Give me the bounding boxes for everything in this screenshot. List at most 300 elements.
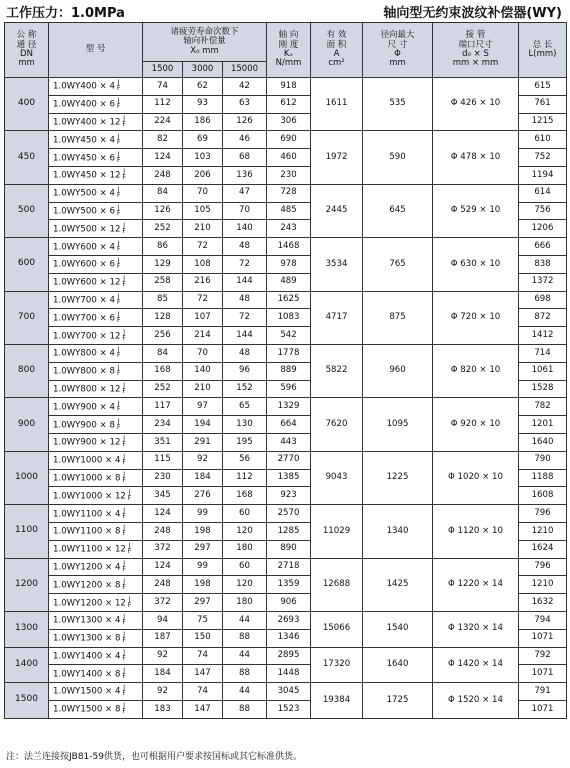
area-cell: 2445 [311, 184, 363, 237]
stiffness-cell: 306 [267, 113, 311, 131]
pipe-size-cell: Φ 630 × 10 [433, 238, 519, 291]
disp-1500-cell: 345 [143, 487, 183, 505]
disp-3000-cell: 198 [183, 522, 223, 540]
header-model: 型 号 [49, 23, 143, 78]
disp-1500-cell: 115 [143, 451, 183, 469]
dn-cell: 500 [5, 184, 49, 237]
disp-15000-cell: 68 [223, 149, 267, 167]
jf-j: J [117, 97, 120, 105]
jf-f: F [122, 334, 126, 342]
jf-f: F [122, 120, 126, 128]
disp-3000-cell: 184 [183, 469, 223, 487]
disp-1500-cell: 248 [143, 166, 183, 184]
disp-1500-cell: 124 [143, 149, 183, 167]
table-title: 轴向型无约束波纹补偿器(WY) [383, 6, 562, 21]
jf-j: J [123, 684, 126, 692]
connection-type-mark [122, 454, 125, 466]
disp-3000-cell: 108 [183, 255, 223, 273]
stiffness-cell: 2570 [267, 505, 311, 523]
length-cell: 1061 [519, 362, 567, 380]
disp-3000-cell: 297 [183, 540, 223, 558]
connection-type-mark [122, 472, 125, 484]
length-cell: 1210 [519, 576, 567, 594]
jf-f: F [122, 583, 126, 591]
stiffness-cell: 890 [267, 540, 311, 558]
model-label: 1.0WY1100 × 4 [53, 509, 121, 520]
length-cell: 698 [519, 291, 567, 309]
model-cell [49, 398, 143, 416]
jf-f: F [122, 387, 126, 395]
disp-1500-cell: 252 [143, 220, 183, 238]
connection-type-mark [128, 490, 131, 502]
jf-j: J [117, 239, 120, 247]
pipe-size-cell: Φ 529 × 10 [433, 184, 519, 237]
stiffness-cell: 485 [267, 202, 311, 220]
disp-1500-cell: 112 [143, 95, 183, 113]
disp-3000-cell: 75 [183, 611, 223, 629]
table-row [5, 78, 567, 96]
connection-type-mark [117, 134, 120, 146]
jf-f: F [127, 601, 132, 609]
model-label: 1.0WY600 × 4 [53, 242, 115, 253]
connection-type-mark [122, 579, 125, 591]
jf-f: F [122, 476, 126, 484]
model-cell [49, 611, 143, 629]
jf-f: F [122, 227, 126, 235]
pipe-size-cell: Φ 1120 × 10 [433, 505, 519, 558]
area-cell: 3534 [311, 238, 363, 291]
disp-3000-cell: 214 [183, 327, 223, 345]
model-cell [49, 700, 143, 718]
disp-3000-cell: 72 [183, 291, 223, 309]
jf-j: J [117, 79, 120, 87]
model-cell [49, 647, 143, 665]
length-cell: 714 [519, 344, 567, 362]
connection-type-mark [117, 187, 120, 199]
model-cell [49, 594, 143, 612]
table-row [5, 184, 567, 202]
disp-1500-cell: 92 [143, 683, 183, 701]
stiffness-cell: 612 [267, 95, 311, 113]
disp-3000-cell: 291 [183, 433, 223, 451]
connection-type-mark [117, 98, 120, 110]
model-label: 1.0WY500 × 6 [53, 206, 115, 217]
jf-f: F [122, 708, 126, 716]
disp-15000-cell: 46 [223, 131, 267, 149]
disp-15000-cell: 195 [223, 433, 267, 451]
pipe-size-cell: Φ 920 × 10 [433, 398, 519, 451]
stiffness-cell: 1625 [267, 291, 311, 309]
outer-diameter-cell: 590 [363, 131, 433, 184]
model-label: 1.0WY450 × 12 [53, 170, 121, 181]
stiffness-cell: 230 [267, 166, 311, 184]
header-stiffness: 轴 向 刚 度 Kₓ N/mm [267, 23, 311, 78]
area-cell: 15066 [311, 611, 363, 647]
model-label: 1.0WY1000 × 12 [53, 491, 126, 502]
stiffness-cell: 1468 [267, 238, 311, 256]
table-row [5, 683, 567, 701]
disp-3000-cell: 140 [183, 362, 223, 380]
outer-diameter-cell: 1095 [363, 398, 433, 451]
jf-j: J [123, 559, 126, 567]
disp-15000-cell: 72 [223, 255, 267, 273]
connection-type-mark [122, 169, 125, 181]
disp-15000-cell: 44 [223, 611, 267, 629]
connection-type-mark [117, 419, 120, 431]
pipe-size-cell: Φ 720 × 10 [433, 291, 519, 344]
dn-cell: 900 [5, 398, 49, 451]
table-row [5, 505, 567, 523]
disp-1500-cell: 256 [143, 327, 183, 345]
disp-15000-cell: 48 [223, 238, 267, 256]
disp-1500-cell: 248 [143, 522, 183, 540]
connection-type-mark [122, 650, 125, 662]
model-label: 1.0WY1000 × 4 [53, 455, 121, 466]
stiffness-cell: 443 [267, 433, 311, 451]
model-label: 1.0WY700 × 12 [53, 331, 121, 342]
header-cycles-1500: 1500 [143, 62, 183, 78]
disp-15000-cell: 88 [223, 629, 267, 647]
connection-type-mark [122, 685, 125, 697]
jf-f: F [116, 316, 121, 324]
dn-cell: 700 [5, 291, 49, 344]
disp-3000-cell: 72 [183, 238, 223, 256]
model-label: 1.0WY900 × 8 [53, 420, 115, 431]
jf-f: F [116, 138, 121, 146]
connection-type-mark [122, 223, 125, 235]
disp-1500-cell: 92 [143, 647, 183, 665]
disp-3000-cell: 97 [183, 398, 223, 416]
disp-15000-cell: 42 [223, 78, 267, 96]
disp-1500-cell: 184 [143, 665, 183, 683]
header-dn: 公 称 通 径 DN mm [5, 23, 49, 78]
connection-type-mark [122, 116, 125, 128]
stiffness-cell: 1346 [267, 629, 311, 647]
disp-1500-cell: 126 [143, 202, 183, 220]
table-row [5, 398, 567, 416]
disp-3000-cell: 69 [183, 131, 223, 149]
model-cell [49, 309, 143, 327]
model-label: 1.0WY600 × 6 [53, 259, 115, 270]
model-label: 1.0WY600 × 12 [53, 277, 121, 288]
disp-1500-cell: 252 [143, 380, 183, 398]
connection-type-mark [117, 258, 120, 270]
dn-cell: 1100 [5, 505, 49, 558]
model-cell [49, 202, 143, 220]
model-cell [49, 380, 143, 398]
jf-j: J [123, 470, 126, 478]
pipe-size-cell: Φ 426 × 10 [433, 78, 519, 131]
model-cell [49, 149, 143, 167]
table-row [5, 611, 567, 629]
pipe-size-cell: Φ 1220 × 14 [433, 558, 519, 611]
disp-1500-cell: 86 [143, 238, 183, 256]
table-row [5, 238, 567, 256]
disp-1500-cell: 124 [143, 558, 183, 576]
jf-j: J [128, 488, 131, 496]
spec-table-body [5, 78, 567, 719]
disp-1500-cell: 128 [143, 309, 183, 327]
model-cell [49, 362, 143, 380]
model-cell [49, 273, 143, 291]
jf-j: J [128, 542, 131, 550]
disp-15000-cell: 126 [223, 113, 267, 131]
connection-type-mark [128, 597, 131, 609]
model-label: 1.0WY900 × 4 [53, 402, 115, 413]
model-cell [49, 291, 143, 309]
model-cell [49, 344, 143, 362]
disp-15000-cell: 88 [223, 665, 267, 683]
jf-j: J [123, 613, 126, 621]
length-cell: 1210 [519, 522, 567, 540]
connection-type-mark [117, 365, 120, 377]
disp-3000-cell: 147 [183, 665, 223, 683]
length-cell: 838 [519, 255, 567, 273]
length-cell: 1201 [519, 416, 567, 434]
length-cell: 1071 [519, 629, 567, 647]
length-cell: 1632 [519, 594, 567, 612]
disp-15000-cell: 144 [223, 327, 267, 345]
length-cell: 1528 [519, 380, 567, 398]
disp-15000-cell: 47 [223, 184, 267, 202]
stiffness-cell: 1385 [267, 469, 311, 487]
header-area: 有 效 面 积 A cm² [311, 23, 363, 78]
model-cell [49, 166, 143, 184]
connection-type-mark [117, 241, 120, 253]
disp-3000-cell: 297 [183, 594, 223, 612]
disp-3000-cell: 216 [183, 273, 223, 291]
model-cell [49, 522, 143, 540]
jf-j: J [117, 310, 120, 318]
table-row [5, 647, 567, 665]
disp-3000-cell: 150 [183, 629, 223, 647]
length-cell: 1640 [519, 433, 567, 451]
dn-cell: 1300 [5, 611, 49, 647]
model-label: 1.0WY400 × 12 [53, 117, 121, 128]
jf-j: J [123, 666, 126, 674]
pipe-size-cell: Φ 820 × 10 [433, 344, 519, 397]
stiffness-cell: 1285 [267, 522, 311, 540]
model-cell [49, 629, 143, 647]
length-cell: 872 [519, 309, 567, 327]
disp-1500-cell: 84 [143, 184, 183, 202]
length-cell: 1206 [519, 220, 567, 238]
jf-j: J [117, 292, 120, 300]
disp-15000-cell: 130 [223, 416, 267, 434]
connection-type-mark [117, 401, 120, 413]
model-cell [49, 576, 143, 594]
jf-f: F [116, 298, 121, 306]
disp-15000-cell: 144 [223, 273, 267, 291]
disp-3000-cell: 105 [183, 202, 223, 220]
connection-type-mark [122, 668, 125, 680]
jf-f: F [127, 494, 132, 502]
length-cell: 1372 [519, 273, 567, 291]
jf-f: F [116, 370, 121, 378]
length-cell: 792 [519, 647, 567, 665]
disp-3000-cell: 92 [183, 451, 223, 469]
disp-3000-cell: 210 [183, 220, 223, 238]
stiffness-cell: 2718 [267, 558, 311, 576]
model-label: 1.0WY1400 × 8 [53, 669, 121, 680]
disp-3000-cell: 276 [183, 487, 223, 505]
disp-1500-cell: 74 [143, 78, 183, 96]
header-length: 总 长 L(mm) [519, 23, 567, 78]
disp-15000-cell: 88 [223, 700, 267, 718]
disp-15000-cell: 60 [223, 505, 267, 523]
disp-3000-cell: 62 [183, 78, 223, 96]
stiffness-cell: 489 [267, 273, 311, 291]
outer-diameter-cell: 960 [363, 344, 433, 397]
model-cell [49, 131, 143, 149]
disp-15000-cell: 180 [223, 594, 267, 612]
disp-3000-cell: 147 [183, 700, 223, 718]
model-label: 1.0WY1300 × 4 [53, 615, 121, 626]
model-label: 1.0WY700 × 4 [53, 295, 115, 306]
jf-j: J [123, 453, 126, 461]
model-label: 1.0WY500 × 12 [53, 224, 121, 235]
dn-cell: 400 [5, 78, 49, 131]
stiffness-cell: 664 [267, 416, 311, 434]
jf-f: F [116, 405, 121, 413]
jf-f: F [122, 654, 126, 662]
outer-diameter-cell: 1340 [363, 505, 433, 558]
jf-f: F [122, 441, 126, 449]
connection-type-mark [122, 276, 125, 288]
dn-cell: 1200 [5, 558, 49, 611]
disp-15000-cell: 56 [223, 451, 267, 469]
model-cell [49, 220, 143, 238]
area-cell: 9043 [311, 451, 363, 504]
pipe-size-cell: Φ 1320 × 14 [433, 611, 519, 647]
length-cell: 790 [519, 451, 567, 469]
disp-1500-cell: 124 [143, 505, 183, 523]
jf-j: J [123, 381, 126, 389]
connection-type-mark [117, 152, 120, 164]
disp-3000-cell: 210 [183, 380, 223, 398]
model-cell [49, 487, 143, 505]
jf-f: F [116, 156, 121, 164]
jf-f: F [122, 281, 126, 289]
jf-f: F [122, 512, 126, 520]
connection-type-mark [128, 543, 131, 555]
table-row [5, 451, 567, 469]
header-cycles-15000: 15000 [223, 62, 267, 78]
jf-f: F [122, 637, 126, 645]
disp-1500-cell: 372 [143, 540, 183, 558]
dn-cell: 1400 [5, 647, 49, 683]
stiffness-cell: 1083 [267, 309, 311, 327]
jf-j: J [117, 150, 120, 158]
length-cell: 1194 [519, 166, 567, 184]
disp-15000-cell: 152 [223, 380, 267, 398]
dn-cell: 450 [5, 131, 49, 184]
jf-j: J [123, 506, 126, 514]
disp-1500-cell: 187 [143, 629, 183, 647]
model-label: 1.0WY800 × 8 [53, 366, 115, 377]
model-label: 1.0WY500 × 4 [53, 188, 115, 199]
jf-f: F [116, 192, 121, 200]
model-label: 1.0WY1500 × 4 [53, 686, 121, 697]
pipe-size-cell: Φ 1420 × 14 [433, 647, 519, 683]
jf-f: F [122, 690, 126, 698]
length-cell: 1071 [519, 665, 567, 683]
stiffness-cell: 889 [267, 362, 311, 380]
outer-diameter-cell: 1540 [363, 611, 433, 647]
table-row [5, 558, 567, 576]
disp-3000-cell: 194 [183, 416, 223, 434]
model-label: 1.0WY400 × 6 [53, 99, 115, 110]
length-cell: 1412 [519, 327, 567, 345]
jf-f: F [127, 548, 132, 556]
disp-1500-cell: 230 [143, 469, 183, 487]
footnote: 注：法兰连接按JB81-59供货，也可根据用户要求按国标或其它标准供货。 [6, 752, 302, 762]
stiffness-cell: 596 [267, 380, 311, 398]
page-title: 工作压力：1.0MPa [6, 6, 125, 21]
length-cell: 756 [519, 202, 567, 220]
length-cell: 1608 [519, 487, 567, 505]
model-cell [49, 113, 143, 131]
jf-f: F [116, 103, 121, 111]
connection-type-mark [122, 330, 125, 342]
jf-j: J [117, 132, 120, 140]
length-cell: 752 [519, 149, 567, 167]
area-cell: 17320 [311, 647, 363, 683]
outer-diameter-cell: 1725 [363, 683, 433, 719]
model-cell [49, 184, 143, 202]
jf-j: J [117, 364, 120, 372]
jf-j: J [123, 702, 126, 710]
area-cell: 7620 [311, 398, 363, 451]
model-label: 1.0WY450 × 4 [53, 135, 115, 146]
disp-15000-cell: 48 [223, 344, 267, 362]
model-label: 1.0WY800 × 12 [53, 384, 121, 395]
model-label: 1.0WY1200 × 4 [53, 562, 121, 573]
disp-1500-cell: 117 [143, 398, 183, 416]
outer-diameter-cell: 1640 [363, 647, 433, 683]
length-cell: 1071 [519, 700, 567, 718]
length-cell: 794 [519, 611, 567, 629]
disp-3000-cell: 74 [183, 683, 223, 701]
jf-j: J [123, 168, 126, 176]
disp-3000-cell: 70 [183, 344, 223, 362]
model-cell [49, 665, 143, 683]
outer-diameter-cell: 645 [363, 184, 433, 237]
disp-1500-cell: 258 [143, 273, 183, 291]
length-cell: 1188 [519, 469, 567, 487]
jf-j: J [123, 435, 126, 443]
jf-j: J [123, 577, 126, 585]
area-cell: 1972 [311, 131, 363, 184]
stiffness-cell: 3045 [267, 683, 311, 701]
jf-f: F [122, 565, 126, 573]
disp-1500-cell: 248 [143, 576, 183, 594]
table-row [5, 131, 567, 149]
jf-j: J [117, 399, 120, 407]
jf-j: J [117, 203, 120, 211]
disp-15000-cell: 96 [223, 362, 267, 380]
disp-15000-cell: 136 [223, 166, 267, 184]
model-label: 1.0WY1200 × 8 [53, 580, 121, 591]
header-outer-diameter: 径向最大 尺 寸 Φ mm [363, 23, 433, 78]
disp-3000-cell: 74 [183, 647, 223, 665]
length-cell: 1215 [519, 113, 567, 131]
model-cell [49, 540, 143, 558]
disp-15000-cell: 180 [223, 540, 267, 558]
jf-f: F [122, 619, 126, 627]
disp-15000-cell: 168 [223, 487, 267, 505]
stiffness-cell: 1329 [267, 398, 311, 416]
